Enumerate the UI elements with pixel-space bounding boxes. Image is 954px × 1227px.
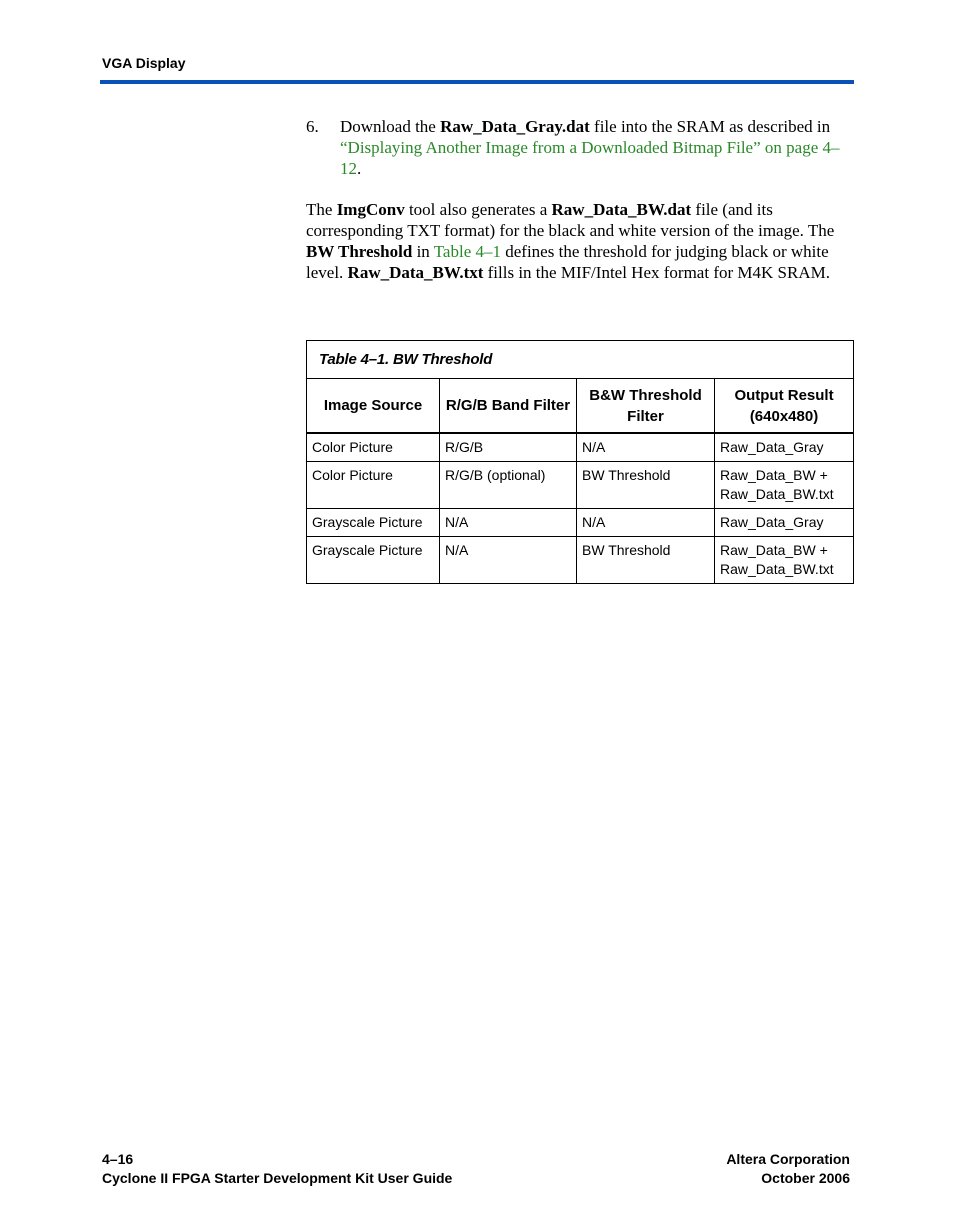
cell-output-result	[715, 537, 854, 584]
cell-band-filter: N/A	[440, 509, 577, 537]
cell-threshold-filter: BW Threshold	[577, 537, 715, 584]
table-row	[307, 433, 854, 462]
para-text-2: tool also generates a	[404, 200, 552, 219]
column-header: B&W Threshold Filter	[577, 379, 715, 434]
publication-date: October 2006	[761, 1170, 850, 1186]
cell-threshold-filter: N/A	[577, 433, 715, 462]
table-row	[307, 537, 854, 584]
cell-output-result	[715, 509, 854, 537]
para-text-4: in	[412, 242, 434, 261]
table-header-row	[307, 379, 854, 434]
body-paragraph	[306, 199, 854, 283]
cell-band-filter: R/G/B	[440, 433, 577, 462]
cell-threshold-filter: N/A	[577, 509, 715, 537]
cell-output-result	[715, 433, 854, 462]
step-number: 6.	[306, 117, 319, 136]
para-text-5: defines the threshold for judging black or white level.	[306, 242, 829, 282]
para-text-3: file (and its corresponding TXT format) for the black and white version of the image. The	[306, 200, 835, 240]
cross-reference-link[interactable]: “Displaying Another Image from a Downloaded Bitmap File” on page 4–12	[340, 138, 840, 178]
file-name-dat: Raw_Data_BW.dat	[551, 200, 692, 219]
bw-threshold-table	[306, 340, 853, 584]
step-text-before: Download the	[340, 117, 441, 136]
output-line: Raw_Data_BW.txt	[720, 561, 834, 577]
table-row	[307, 509, 854, 537]
step-filename: Raw_Data_Gray.dat	[440, 117, 590, 136]
step-6-text	[340, 116, 854, 179]
para-text-6: fills in the MIF/Intel Hex format for M4K SRAM.	[483, 263, 830, 282]
output-line: Raw_Data_Gray	[720, 439, 824, 455]
output-line: Raw_Data_BW.txt	[720, 486, 834, 502]
step-text-after: file into the SRAM as described in	[589, 117, 831, 136]
para-text-1: The	[306, 200, 337, 219]
tool-name: ImgConv	[336, 200, 405, 219]
term-bw-threshold: BW Threshold	[306, 242, 413, 261]
cell-image-source: Grayscale Picture	[307, 509, 440, 537]
cell-output-result	[715, 462, 854, 509]
header-rule	[100, 80, 854, 84]
column-header: Output Result (640x480)	[715, 379, 854, 434]
company-name: Altera Corporation	[726, 1151, 850, 1167]
column-header: R/G/B Band Filter	[440, 379, 577, 434]
output-line: Raw_Data_BW +	[720, 467, 828, 483]
cell-band-filter: R/G/B (optional)	[440, 462, 577, 509]
step-6	[306, 116, 854, 179]
cell-image-source: Color Picture	[307, 433, 440, 462]
table-reference-link[interactable]: Table 4–1	[433, 242, 501, 261]
footer-left	[102, 1150, 452, 1188]
file-name-txt: Raw_Data_BW.txt	[347, 263, 484, 282]
cell-threshold-filter: BW Threshold	[577, 462, 715, 509]
output-line: Raw_Data_BW +	[720, 542, 828, 558]
cell-image-source: Grayscale Picture	[307, 537, 440, 584]
page-number: 4–16	[102, 1151, 134, 1167]
output-line: Raw_Data_Gray	[720, 514, 824, 530]
cell-band-filter: N/A	[440, 537, 577, 584]
cell-image-source: Color Picture	[307, 462, 440, 509]
running-header: VGA Display	[102, 55, 186, 71]
footer-right	[726, 1150, 850, 1188]
table-caption: Table 4–1. BW Threshold	[307, 341, 854, 379]
column-header: Image Source	[307, 379, 440, 434]
guide-title: Cyclone II FPGA Starter Development Kit User Guide	[102, 1170, 453, 1186]
table-row	[307, 462, 854, 509]
step-text-end: .	[357, 159, 362, 178]
